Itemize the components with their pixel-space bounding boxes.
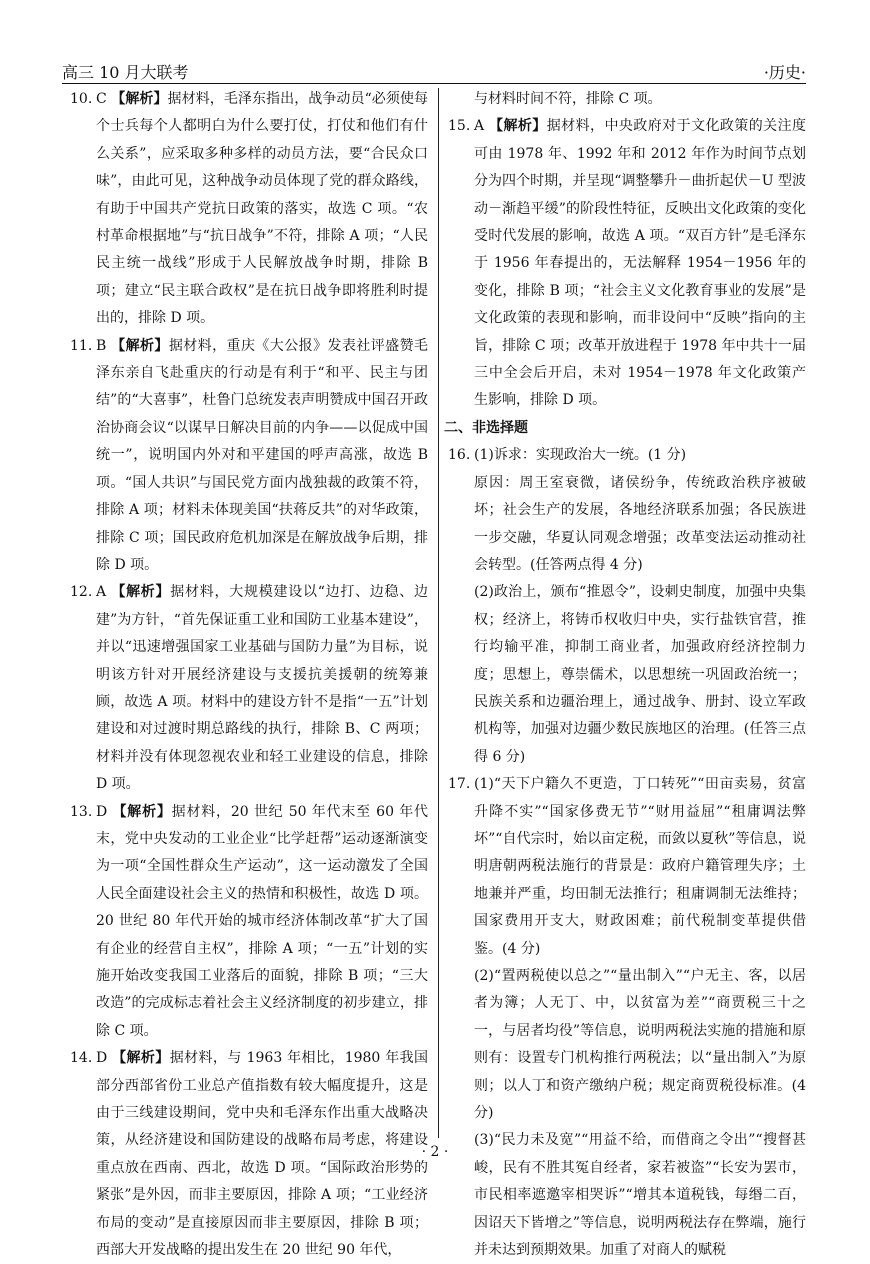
answer-letter: D xyxy=(96,803,108,820)
answer-letter: D xyxy=(96,1050,108,1067)
analysis-tag: 【解析】 xyxy=(111,337,169,354)
analysis-tag: 【解析】 xyxy=(111,91,168,107)
analysis-tag: 【解析】 xyxy=(489,118,547,135)
header-rule xyxy=(62,83,806,84)
continuation-text: 与材料时间不符，排除 C 项。 xyxy=(474,91,662,107)
item-paragraph: (1)“天下户籍久不更造，丁口转死”“田亩卖易，贫富升降不实”“国家侈费无节”“财用益屈”“租庸调法弊坏”“自代宗时，始以亩定税，而敛以夏秋”等信息，说明唐朝两税法施行的背景是：政府户籍管理失序；土地兼并严重，均田制无法推行；租庸调制无法维持；国家费用开支大，财政困难；前代税制变革提供借鉴。(4 分) xyxy=(474,776,806,957)
answer-item-12 xyxy=(66,579,428,798)
item-number: 11. xyxy=(70,337,93,354)
column-divider xyxy=(438,88,439,1138)
analysis-tag: 【解析】 xyxy=(112,1050,170,1067)
header-subject: ·历史· xyxy=(763,63,806,82)
header-exam-title: 高三 10 月大联考 xyxy=(62,63,189,82)
analysis-text: 据材料，毛泽东指出，战争动员“必须使每个士兵每个人都明白为什么要打仗，打仗和他们有什么关系”，应采取多种多样的动员方法，要“合民众口味”，由此可见，这种战争动员体现了党的群众路线，有助于中国共产党抗日政策的落实，故选 C 项。“农村革命根据地”与“抗日战争”不符，排除 A 项；“人民民主统一战线”形成于人民解放战争时期，排除 B 项；建立“民主联合政权”是在抗日战争即将胜利时提出的，排除 D 项。 xyxy=(96,91,429,327)
item-text xyxy=(96,799,428,1046)
item-paragraph: (2)政治上，颁布“推恩令”，设刺史制度，加强中央集权；经济上，将铸币权收归中央，实行盐铁官营，推行均输平准，抑制工商业者，加强政府经济控制力度；思想上，尊崇儒术，以思想统一巩固政治统一；民族关系和边疆治理上，通过战争、册封、设立军政机构等，加强对边疆少数民族地区的治理。(任答三点得 6 分) xyxy=(474,584,806,765)
page-number: · 2 · xyxy=(421,1144,449,1160)
answer-item-13 xyxy=(66,799,428,1046)
section-title: 二、非选择题 xyxy=(444,419,528,436)
answer-letter: C xyxy=(96,91,107,107)
analysis-text: 据材料，与 1963 年相比，1980 年我国部分西部省份工业总产值指数有较大幅度提升，这是由于三线建设期间，党中央和毛泽东作出重大战略决策，从经济建设和国防建设的战略布局考虑，将建设重点放在西南、西北，故选 D 项。“国际政治形势的紧张”是外因，而非主要原因，排除 A 项；“工业经济布局的变动”是直接原因而非主要原因，排除 B 项；西部大开发战略的提出发生在 20 世纪 90 年代， xyxy=(96,1050,429,1259)
item-paragraph: (3)“民力未及宽”“用益不给，而借商之令出”“搜督甚峻，民有不胜其冤自经者，家若被盗”“长安为罢市，市民相率遮邀宰相哭诉”“增其本道税钱，每缗二百，因诏天下皆增之”等信息，说明两税法存在弊端，施行并未达到预期效果。加重了对商人的赋税 xyxy=(474,1132,806,1259)
left-column xyxy=(66,86,428,1264)
right-column xyxy=(444,86,806,1264)
item-text xyxy=(96,333,428,580)
analysis-text: 据材料，中央政府对于文化政策的关注度可由 1978 年、1992 年和 2012 年作为时间节点划分为四个时期，并呈现“调整攀升－曲折起伏－U 型波动－渐趋平缓”的阶段性特征，反映出文化政策的变化受时代发展的影响，故选 A 项。“双百方针”是毛泽东于 1956 年春提出的，无法解释 1954－1956 年的变化，排除 B 项；“社会主义文化教育事业的发展”是文化政策的表现和影响，而非设问中“反映”指向的主旨，排除 C 项；改革开放进程于 1978 年中共十一届三中全会后开启，未对 1954－1978 年文化政策产生影响，排除 D 项。 xyxy=(474,118,807,409)
item-number: 13. xyxy=(70,803,93,820)
item-number: 16. xyxy=(448,447,471,464)
analysis-tag: 【解析】 xyxy=(112,803,172,820)
answer-item-17 xyxy=(444,771,806,1264)
analysis-text: 据材料，20 世纪 50 年代末至 60 年代末，党中央发动的工业企业“比学赶帮”运动逐渐演变为一项“全国性群众生产运动”，这一运动激发了全国人民全面建设社会主义的热情和积极性，故选 D 项。20 世纪 80 年代开始的城市经济体制改革“扩大了国有企业的经营自主权”，排除 A 项；“一五”计划的实施开始改变我国工业落后的面貌，排除 B 项；“三大改造”的完成标志着社会主义经济制度的初步建立，排除 C 项。 xyxy=(96,803,429,1039)
analysis-text: 据材料，大规模建设以“边打、边稳、边建”为方针，“首先保证重工业和国防工业基本建设”，并以“迅速增强国家工业基础与国防力量”为目标，说明该方针对开展经济建设与支援抗美援朝的统筹兼顾，故选 A 项。材料中的建设方针不是指“一五”计划建设和对过渡时期总路线的执行，排除 B、C 两项；材料并没有体现忽视农业和轻工业建设的信息，排除 D 项。 xyxy=(96,584,429,793)
item-number: 12. xyxy=(70,584,93,601)
item-number: 14. xyxy=(70,1050,93,1067)
answer-item-10 xyxy=(66,86,428,333)
item-paragraph: (2)“置两税使以总之”“量出制入”“户无主、客，以居者为簿；人无丁、中，以贫富为差”“商贾税三十之一，与居者均役”等信息，说明两税法实施的措施和原则有：设置专门机构推行两税法；以“量出制入”为原则；以人丁和资产缴纳户税；规定商贾税役标准。(4 分) xyxy=(474,968,806,1122)
item-paragraph: 原因：周王室衰微，诸侯纷争，传统政治秩序被破坏；社会生产的发展，各地经济联系加强；各民族进一步交融，华夏认同观念增强；改革变法运动推动社会转型。(任答两点得 4 分) xyxy=(474,474,806,573)
item-number: 10. xyxy=(70,91,93,107)
item-paragraph: (1)诉求：实现政治大一统。(1 分) xyxy=(474,447,687,464)
analysis-tag: 【解析】 xyxy=(111,584,171,601)
item-number: 17. xyxy=(448,776,471,793)
answer-letter: B xyxy=(96,337,107,354)
answer-letter: A xyxy=(474,118,485,135)
answer-item-15 xyxy=(444,113,806,414)
answer-item-16 xyxy=(444,442,806,771)
answer-item-11 xyxy=(66,333,428,580)
item-text xyxy=(474,113,806,414)
answer-letter: A xyxy=(96,584,107,601)
item-text xyxy=(96,86,428,333)
item-text xyxy=(96,579,428,798)
analysis-text: 据材料，重庆《大公报》发表社评盛赞毛泽东亲自飞赴重庆的行动是有利于“和平、民主与团结”的“大喜事”，杜鲁门总统发表声明赞成中国召开政治协商会议“以谋早日解决目前的内争——以促成中国统一”，说明国内外对和平建国的呼声高涨，故选 B 项。“国人共识”与国民党方面内战独裁的政策不符，排除 A 项；材料未体现美国“扶蒋反共”的对华政策，排除 C 项；国民政府危机加深是在解放战争后期，排除 D 项。 xyxy=(96,337,429,573)
item-number: 15. xyxy=(448,118,471,135)
page-header xyxy=(62,60,806,82)
